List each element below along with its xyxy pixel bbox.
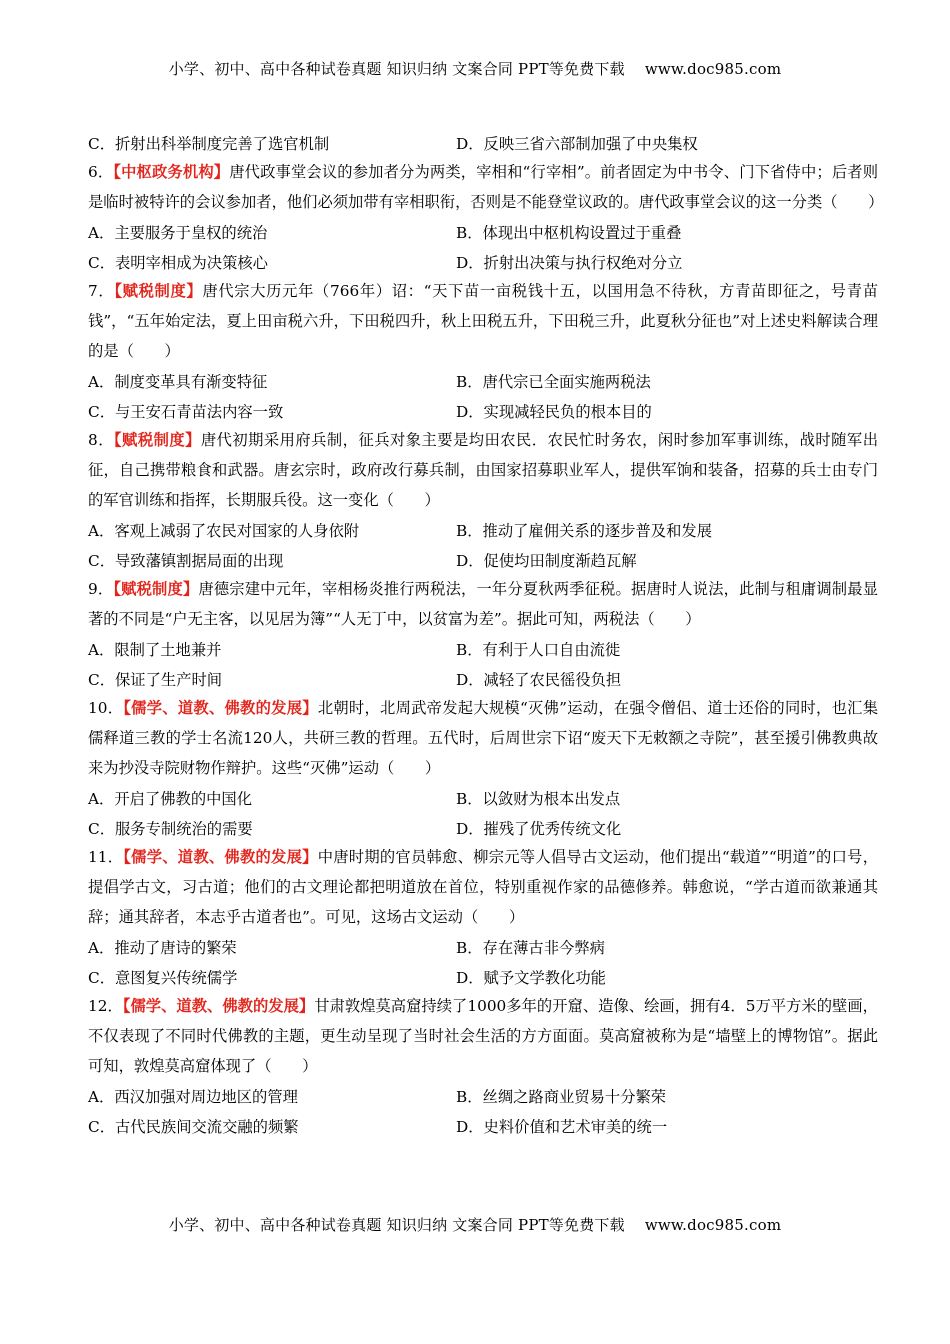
footer-text: 小学、初中、高中各种试卷真题 知识归纳 文案合同 PPT等免费下载 [168,1216,625,1234]
header-url[interactable]: www.doc985.com [644,60,782,78]
question-number: 12． [88,997,123,1016]
option-c: C．保证了生产时间 [88,671,223,690]
stem-text: 唐代宗大历元年（766年）诏：“天下苗一亩税钱十五，以国用急不待秋，方青苗即征之，号青苗钱”，“五年始定法，夏上田亩税六升，下田税四升，秋上田税五升，下田税三升，此夏秋分征也”对上述史料解读合理的是（ ） [88,281,878,360]
option-d: D．摧残了优秀传统文化 [456,820,622,839]
stem-text: 北朝时，北周武帝发起大规模“灭佛”运动，在强令僧侣、道士还俗的同时，也汇集儒释道三教的学士名流120人，共研三教的哲理。五代时，后周世宗下诏“废天下无敕额之寺院”，甚至援引佛教典故来为抄没寺院财物作辩护。这些“灭佛”运动（ ） [88,699,879,777]
option-d: D．实现减轻民负的根本目的 [456,403,652,422]
topic-tag: 【赋税制度】 [113,579,199,598]
option-a: A．西汉加强对周边地区的管理 [88,1088,298,1107]
question-number: 6． [88,162,114,181]
page-footer [0,1214,950,1235]
question-number: 10． [88,699,124,718]
option-a: A．开启了佛教的中国化 [88,790,253,809]
question-6 [88,158,884,277]
topic-tag: 【儒学、道教、佛教的发展】 [123,848,318,867]
stem-text: 唐德宗建中元年，宰相杨炎推行两税法，一年分夏秋两季征税。据唐时人说法，此制与租庸调制最显著的不同是“户无主客，以见居为簿”“人无丁中，以贫富为差”。据此可知，两税法（ ） [88,579,878,628]
option-c: C．表明宰相成为决策核心 [88,254,268,273]
option-d: D．折射出决策与执行权绝对分立 [456,254,683,273]
option-d: D．史料价值和艺术审美的统一 [456,1118,668,1137]
stem-text: 甘肃敦煌莫高窟持续了1000多年的开窟、造像、绘画，拥有4．5万平方米的壁画，不仅表现了不同时代佛教的主题，更生动呈现了当时社会生活的方方面面。莫高窟被称为是“墙壁上的博物馆”。据此可知，敦煌莫高窟体现了（ ） [88,997,878,1075]
option-c: C．古代民族间交流交融的频繁 [88,1118,299,1137]
question-9 [88,575,878,694]
topic-tag: 【儒学、道教、佛教的发展】 [122,997,315,1016]
question-stem [88,426,878,515]
question-stem [88,158,884,218]
option-c: C．导致藩镇割据局面的出现 [88,552,284,571]
topic-tag: 【赋税制度】 [113,430,201,449]
question-12 [88,992,878,1141]
question-stem [88,277,878,366]
option-a: A．制度变革具有渐变特征 [88,373,268,392]
option-a: A．推动了唐诗的繁荣 [88,939,237,958]
option-d: D．反映三省六部制加强了中央集权 [456,134,698,153]
stem-text: 唐代初期采用府兵制，征兵对象主要是均田农民．农民忙时务农，闲时参加军事训练，战时随军出征，自己携带粮食和武器。唐玄宗时，政府改行募兵制，由国家招募职业军人，提供军饷和装备，招募的兵士由专门的军官训练和指挥，长期服兵役。这一变化（ ） [88,430,878,509]
question-7 [88,277,878,426]
option-b: B．存在薄古非今弊病 [456,939,605,958]
question-stem [88,992,878,1081]
option-c: C．与王安石青苗法内容一致 [88,403,284,422]
option-d: D．促使均田制度渐趋瓦解 [456,552,637,571]
option-c: C．服务专制统治的需要 [88,820,253,839]
option-b: B．唐代宗已全面实施两税法 [456,373,651,392]
option-b: B．丝绸之路商业贸易十分繁荣 [456,1088,667,1107]
option-a: A．客观上减弱了农民对国家的人身依附 [88,522,360,541]
question-stem [88,843,878,932]
question-number: 11． [88,848,124,867]
footer-url[interactable]: www.doc985.com [644,1216,782,1234]
option-a: A．主要服务于皇权的统治 [88,224,268,243]
question-number: 8． [88,430,114,449]
option-a: A．限制了土地兼并 [88,641,222,660]
option-c: C．意图复兴传统儒学 [88,969,238,988]
page-header [0,58,950,79]
prev-question-options [88,128,878,158]
question-content [88,128,884,1141]
question-10 [88,694,878,843]
stem-text: 唐代政事堂会议的参加者分为两类，宰相和“行宰相”。前者固定为中书令、门下省侍中；后者则是临时被特许的会议参加者，他们必须加带有宰相职衔，否则是不能登堂议政的。唐代政事堂会议的这一分类（ ） [88,162,884,211]
topic-tag: 【赋税制度】 [114,281,203,300]
option-d: D．减轻了农民徭役负担 [456,671,622,690]
question-stem [88,575,878,635]
topic-tag: 【儒学、道教、佛教的发展】 [123,699,318,718]
option-d: D．赋予文学教化功能 [456,969,606,988]
option-b: B．有利于人口自由流徙 [456,641,621,660]
option-b: B．以敛财为根本出发点 [456,790,621,809]
question-number: 9． [88,579,114,598]
question-number: 7． [88,281,115,300]
question-8 [88,426,878,575]
header-text: 小学、初中、高中各种试卷真题 知识归纳 文案合同 PPT等免费下载 [168,60,625,78]
stem-text: 中唐时期的官员韩愈、柳宗元等人倡导古文运动，他们提出“载道”“明道”的口号，提倡学古文，习古道；他们的古文理论都把明道放在首位，特别重视作家的品德修养。韩愈说，“学古道而欲兼通其辞；通其辞者，本志乎古道者也”。可见，这场古文运动（ ） [88,848,878,926]
topic-tag: 【中枢政务机构】 [113,162,230,181]
question-stem [88,694,878,783]
question-11 [88,843,878,992]
option-b: B．推动了雇佣关系的逐步普及和发展 [456,522,712,541]
option-b: B．体现出中枢机构设置过于重叠 [456,224,682,243]
option-c: C．折射出科举制度完善了选官机制 [88,134,330,153]
